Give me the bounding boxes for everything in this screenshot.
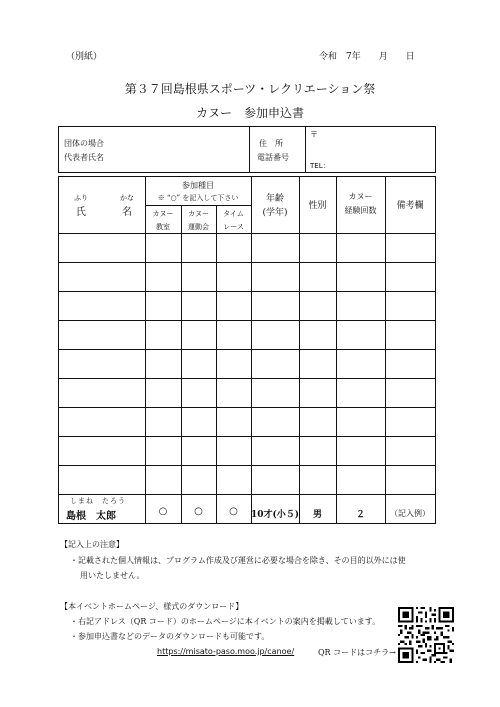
phone-label: 電話番号 [257,153,289,162]
furigana-label-kana: かな [120,194,134,202]
homepage-item1: ・右記アドレス（QR コード）のホームページに本イベントの案内を掲載しています。 [70,617,381,626]
example-kyoshitsu-mark: ○ [158,506,168,517]
furigana-label-furi: ふり [74,194,88,202]
date-field: 令和 7年 月 日 [319,52,415,62]
col-remarks: 備考欄 [396,201,424,211]
example-gender: 男 [312,510,322,520]
address-label: 住 所 [259,139,283,148]
tel-label: TEL： [310,162,330,170]
col-time-line1: タイム [223,210,244,218]
notes-item-line1: ・記載された個人情報は、プログラム作成及び運営に必要な場合を除き、その目的以外には使 [70,556,406,565]
example-age: 10才(小５) [251,510,300,520]
page-title: 第３７回島根県スポーツ・レクリエーション祭 [124,82,376,96]
col-experience-line2: 経験回数 [344,206,377,215]
col-kyoshitsu-line2: 教室 [156,223,170,231]
page-subtitle: カヌー 参加申込書 [195,106,304,120]
example-time-mark: ○ [229,506,238,517]
event-group-header: 参加種目 [182,181,214,190]
col-undokai-line1: カヌー [188,210,209,218]
col-time-line2: レース [223,223,244,231]
qr-caption: QR コードはコチラ→ [318,648,396,657]
postal-mark: 〒 [310,130,318,139]
notes-item-line2: 用いたしません。 [80,571,145,580]
org-label-line2: 代表者氏名 [64,153,104,162]
name-label-mei: 名 [122,207,132,218]
col-gender: 性別 [308,201,327,211]
attachment-label: （別紙） [66,52,103,62]
org-label-line1: 団体の場合 [64,139,104,148]
homepage-item2: ・参加申込書などのデータのダウンロードも可能です。 [70,632,270,641]
qr-code-icon[interactable] [398,607,454,663]
example-undokai-mark: ○ [194,506,203,517]
name-label-uji: 氏 [76,207,86,218]
example-remarks: （記入例） [390,509,430,518]
col-age-line2: (学年) [262,208,288,218]
col-undokai-line2: 運動会 [188,223,209,231]
notes-heading: 【記入上の注意】 [60,540,124,549]
col-age-line1: 年齢 [265,194,284,204]
example-experience: ２ [355,510,365,520]
homepage-heading: 【本イベントホームページ、様式のダウンロード】 [60,602,244,611]
example-furigana: しまね たろう [70,497,126,505]
example-name: 島根 太郎 [66,511,116,522]
col-experience-line1: カヌー [348,192,373,201]
homepage-url-link[interactable]: https://misato-paso.moo.jp/canoe/ [157,647,295,656]
event-note: ※ “○” を記入して下さい [157,194,239,202]
col-kyoshitsu-line1: カヌー [152,210,174,218]
